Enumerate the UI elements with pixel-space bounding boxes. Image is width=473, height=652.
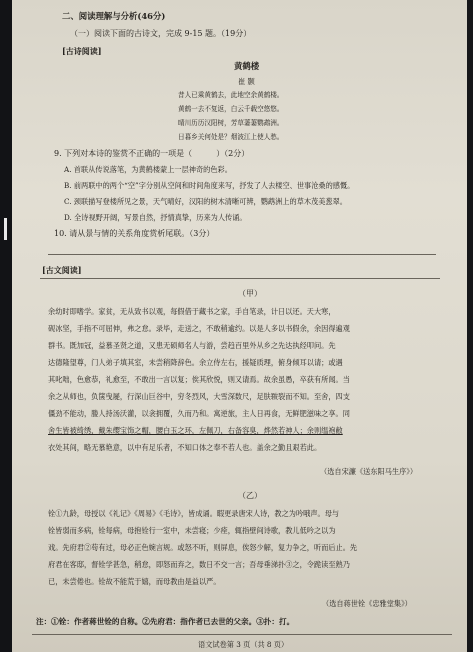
answer-line [48, 254, 436, 255]
part-yi-label: （乙） [238, 491, 262, 500]
yi-line: 已，未尝倦也。铨故不能荒于嬉，而母教由是益以严。 [48, 577, 221, 586]
section-title: 二、阅读理解与分析(46分) [62, 11, 166, 21]
yi-line: 戏。先府君②苟有过，母必正色婉言规。或怒不听，则屏息，俟怒少解，复力争之，听而后止。先 [48, 543, 358, 552]
yi-line: 府君在客邸，督铨学甚急，稍怠，即怒而弃之，数日不交一言；吾母垂涕扑③之，令跪读至熟乃 [48, 560, 350, 569]
part-jia-label: （甲） [238, 289, 262, 298]
footer-rule [32, 634, 452, 635]
q9-stem [54, 150, 249, 158]
page-footer: 语文试卷第 3 页（共 8 页） [198, 640, 289, 649]
divider-line [40, 278, 440, 279]
jia-line: 余之从师也，负箧曳屣，行深山巨谷中，穷冬烈风，大雪深数尺，足肤皲裂而不知。至舍，四支 [48, 392, 350, 401]
section-subtitle: （一）阅读下面的古诗文，完成 9-15 题。（19分） [70, 29, 252, 38]
poem-line: 日暮乡关何处是？烟波江上使人愁。 [178, 133, 284, 141]
q9-score: ）（2分） [216, 149, 250, 158]
yi-line: 铨皆弱而多病，铨每病，母抱铨行一室中，未尝寝；少痊，辄指壁间诗歌，教儿低吟之以为 [48, 526, 336, 535]
poem-line: 晴川历历汉阳树，芳草萋萋鹦鹉洲。 [178, 119, 284, 127]
jia-line: 衣处其间，略无慕艳意，以中有足乐者，不知口体之奉不若人也。盖余之勤且艰若此。 [48, 443, 322, 452]
poem-line: 昔人已乘黄鹤去，此地空余黄鹤楼。 [178, 91, 284, 99]
jia-line: 舍生皆被绮绣，戴朱缨宝饰之帽，腰白玉之环，左佩刀，右备容臭，烨然若神人；余则缊袍敝 [48, 426, 343, 435]
left-white-mark [4, 218, 7, 240]
q9-stem-text: 9. 下列对本诗的鉴赏不正确的一项是（ [54, 149, 193, 158]
q9-option-a: A. 首联从传说落笔，为黄鹤楼蒙上一层神奇的色彩。 [64, 165, 232, 174]
right-dark-edge [467, 0, 473, 652]
footnote: 注：①铨：作者蒋世铨的自称。②先府君：指作者已去世的父亲。③扑：打。 [36, 617, 295, 626]
jia-line: 僵劲不能动，媵人持汤沃灌，以衾拥覆，久而乃和。寓逆旅，主人日再食，无鲜肥滋味之享。同 [48, 409, 350, 418]
jia-source: （选自宋濂《送东阳马生序》） [320, 467, 418, 476]
jia-line: 群书。既加冠，益慕圣贤之道，又患无硕师名人与游，尝趋百里外从乡之先达执经叩问。先 [48, 341, 336, 350]
jia-line: 其叱咄，色愈恭，礼愈至，不敢出一言以复；俟其欣悦，则又请焉。故余虽愚，卒获有所闻。当 [48, 375, 350, 384]
poem-tag: [古诗阅读] [62, 46, 102, 56]
jia-line: 余幼时即嗜学。家贫，无从致书以观，每假借于藏书之家，手自笔录，计日以还。天大寒， [48, 307, 336, 316]
poem-line: 黄鹤一去不复返，白云千载空悠悠。 [178, 105, 284, 113]
yi-source: （选自蒋世铨《忠雅堂集》） [322, 599, 412, 608]
poem-author: 崔 颢 [238, 77, 255, 86]
left-dark-edge [0, 0, 12, 652]
classical-tag: [古文阅读] [42, 265, 82, 275]
poem-title: 黄鹤楼 [234, 61, 260, 71]
q9-option-b: B. 前两联中的两个“空”字分别从空间和时间角度来写，抒发了人去楼空、世事沧桑的感慨。 [64, 181, 355, 190]
q9-option-c: C. 颈联描写登楼所见之景，天气晴好，汉阳的树木清晰可辨，鹦鹉洲上的草木茂美葱翠。 [64, 197, 347, 206]
q10-stem: 10. 请从景与情的关系角度赏析尾联。（3分） [54, 229, 215, 238]
yi-line: 铨①九龄，母授以《礼记》《周易》《毛诗》，皆成诵。暇更录唐宋人诗，教之为吟哦声。母与 [48, 509, 340, 518]
q9-option-d: D. 全诗视野开阔，写景自然，抒情真挚，历来为人传诵。 [64, 213, 247, 222]
jia-line: 砚冰坚，手指不可屈伸，弗之怠。录毕，走送之，不敢稍逾约。以是人多以书假余，余因得遍观 [48, 324, 350, 333]
jia-line: 达德隆望尊，门人弟子填其室，未尝稍降辞色。余立侍左右，援疑质理，俯身倾耳以请；或遇 [48, 358, 343, 367]
exam-page [12, 0, 467, 652]
